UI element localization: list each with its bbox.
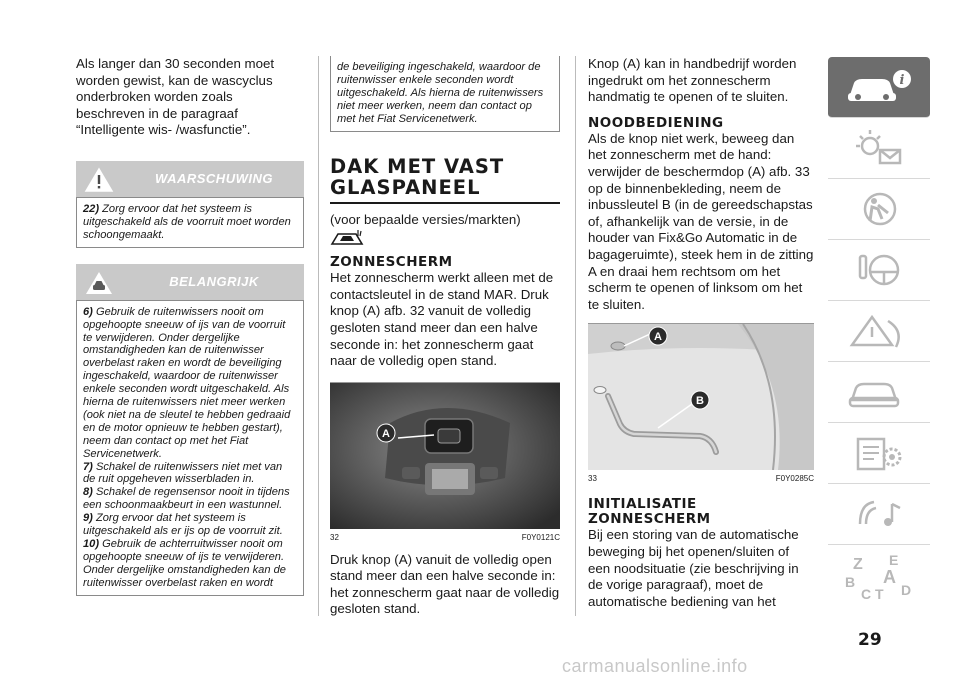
caution-item-text: Schakel de regensensor nooit in tijdens een schoonmaakbeurt in een wastunnel.	[83, 486, 290, 512]
paragraph: Als de knop niet werk, beweeg dan het zonnescherm met de hand: verwijder de beschermdop (A) afb. 33 op de binnenbekleding, neem de inbussleutel B (in de gereedschapstas of, afhankelijk van de versie, in de houder van Fix&Go Automatic in de bagageruimte), steek hem in de zitting A en draai hem rechtsom om het scherm te openen of linksom om het te sluiten.	[588, 130, 814, 312]
subsection-title: ZONNESCHERM	[330, 254, 453, 271]
callout-a-label: A	[382, 427, 390, 440]
warning-item-text: Zorg ervoor dat het systeem is uitgeschakeld als de voorruit moet worden schoongemaakt.	[83, 202, 291, 241]
warning-title: WAARSCHUWING	[155, 170, 273, 186]
caution-item	[83, 538, 297, 590]
svg-text:C: C	[861, 586, 872, 601]
caution-item-number: 10)	[83, 538, 100, 550]
caution-item	[83, 306, 297, 461]
caution-box-continued: de beveiliging ingeschakeld, waardoor de ruitenwisser enkele seconden wordt uitgeschakeld. Als hierna de ruitenwissers niet meer werken, neem dan contact op met het Fiat Servicenetwerk.	[330, 56, 560, 132]
sidebar-item-safety[interactable]	[828, 179, 930, 240]
column-2	[330, 56, 560, 618]
chapter-sidebar	[828, 57, 930, 605]
figure-code: F0Y0121C	[521, 532, 560, 542]
column-3	[588, 56, 814, 610]
paragraph: Knop (A) kan in handbedrijf worden ingedrukt om het zonnescherm handmatig te openen of te sluiten.	[588, 56, 797, 105]
warning-lights-icon	[844, 128, 914, 168]
svg-text:D: D	[901, 582, 912, 598]
svg-text:T: T	[875, 586, 884, 601]
headliner-illustration	[588, 324, 814, 470]
versions-note: (voor bepaalde versies/markten)	[330, 211, 521, 227]
intro-paragraph: Als langer dan 30 seconden moet worden gewist, kan de wascyclus onderbroken worden zoals beschreven in de paragraaf “Intelligente wis- /wasfunctie”.	[76, 56, 275, 138]
sidebar-item-warning-lights[interactable]	[828, 118, 930, 179]
warning-box	[76, 197, 304, 248]
caution-item-text: Zorg ervoor dat het systeem is uitgeschakeld als er ijs op de voorruit zit.	[83, 512, 283, 538]
warning-item-number: 22)	[83, 202, 100, 215]
warning-header	[76, 161, 304, 197]
specs-gear-icon	[844, 433, 914, 473]
svg-text:Z: Z	[853, 556, 863, 573]
subsection-title-line-2: ZONNESCHERM	[588, 511, 711, 528]
caution-item-number: 8)	[83, 486, 93, 499]
multimedia-icon	[844, 494, 914, 534]
caution-header	[76, 264, 304, 300]
car-service-icon	[844, 372, 914, 412]
sidebar-item-specs[interactable]	[828, 423, 930, 484]
steering-wheel-key-icon	[844, 250, 914, 290]
section-title-line-2: GLASPANEEL	[330, 175, 481, 199]
caution-title: BELANGRIJK	[169, 273, 259, 289]
svg-text:i: i	[899, 73, 905, 88]
figure-number: 33	[588, 474, 597, 484]
section-rule	[330, 202, 560, 204]
caution-item-number: 9)	[83, 512, 93, 525]
sidebar-item-index[interactable]	[828, 545, 930, 605]
car-info-icon	[844, 67, 914, 107]
callout-b-label: B	[696, 395, 704, 408]
column-divider	[575, 56, 576, 616]
paragraph: Druk knop (A) vanuit de volledig open stand meer dan een halve seconde in: het zonnescherm gaat naar de volledig gesloten stand.	[330, 551, 560, 617]
svg-text:E: E	[889, 552, 899, 568]
figure-number: 32	[330, 532, 339, 542]
caution-item-text: Gebruik de achterruitwisser nooit om opgehoopte sneeuw of ijs te verwijderen. Onder dergelijke omstandigheden kan de ruitenwisser overbelast raken en wordt	[83, 538, 286, 589]
section-title	[330, 156, 560, 198]
sidebar-item-multimedia[interactable]	[828, 484, 930, 545]
caution-item	[83, 486, 297, 512]
callout-a-label: A	[654, 331, 662, 344]
sidebar-item-service[interactable]	[828, 362, 930, 423]
column-1	[76, 56, 304, 596]
index-az-icon	[839, 549, 919, 601]
figure-33-photo	[588, 323, 814, 470]
figure-caption	[588, 474, 814, 483]
svg-text:A: A	[883, 567, 896, 587]
watermark: carmanualsonline.info	[562, 656, 748, 676]
column-divider	[318, 56, 319, 616]
sidebar-item-emergency[interactable]	[828, 301, 930, 362]
subsection-title	[588, 497, 814, 527]
caution-item	[83, 461, 297, 487]
caution-item-number: 7)	[83, 460, 93, 473]
figure-32-photo	[330, 382, 560, 529]
overhead-console-illustration	[330, 383, 560, 529]
caution-item-number: 6)	[83, 305, 93, 318]
subsection-title: NOODBEDIENING	[588, 114, 724, 131]
page-number: 29	[858, 630, 882, 650]
sidebar-item-starting[interactable]	[828, 240, 930, 301]
car-caution-icon	[84, 270, 114, 296]
airbag-seat-icon	[844, 189, 914, 229]
sunroof-icon	[330, 228, 364, 248]
paragraph: Het zonnescherm werkt alleen met de contactsleutel in de stand MAR. Druk knop (A) afb. 32 vanuit de volledig gesloten stand meer dan een halve seconde in: het zonnescherm gaat naar de volledig open stand.	[330, 270, 554, 369]
figure-caption	[330, 533, 560, 542]
paragraph: Bij een storing van de automatische beweging bij het openen/sluiten of een noodsituatie (zie beschrijving in de vorige paragraaf), moet de automatische bediening van het	[588, 527, 799, 609]
figure-code: F0Y0285C	[775, 474, 814, 484]
caution-item-text: Gebruik de ruitenwissers nooit om opgehoopte sneeuw of ijs van de voorruit te verwijderen. Onder dergelijke omstandigheden kan de ruitenwisser overbelast raken en wordt de beveiliging ingeschakeld, waardoor de ruitenwisser enkele seconden wordt uitgeschakeld. Als hierna de ruitenwissers niet meer werken (ook niet na de sleutel te hebben gedraaid en de motor opnieuw te hebben gestart), neem dan contact op met het Fiat Servicenetwerk.	[83, 305, 291, 460]
section-title-line-1: DAK MET VAST	[330, 154, 505, 178]
svg-text:B: B	[845, 574, 856, 590]
warning-triangle-icon	[84, 167, 114, 193]
sidebar-item-car-info[interactable]	[828, 57, 930, 118]
caution-box	[76, 300, 304, 596]
road-warning-icon	[844, 311, 914, 351]
caution-item	[83, 512, 297, 538]
caution-item-text: Schakel de ruitenwissers niet met van de ruit opgeheven wisserbladen in.	[83, 460, 283, 486]
subsection-title-line-1: INITIALISATIE	[588, 496, 697, 513]
